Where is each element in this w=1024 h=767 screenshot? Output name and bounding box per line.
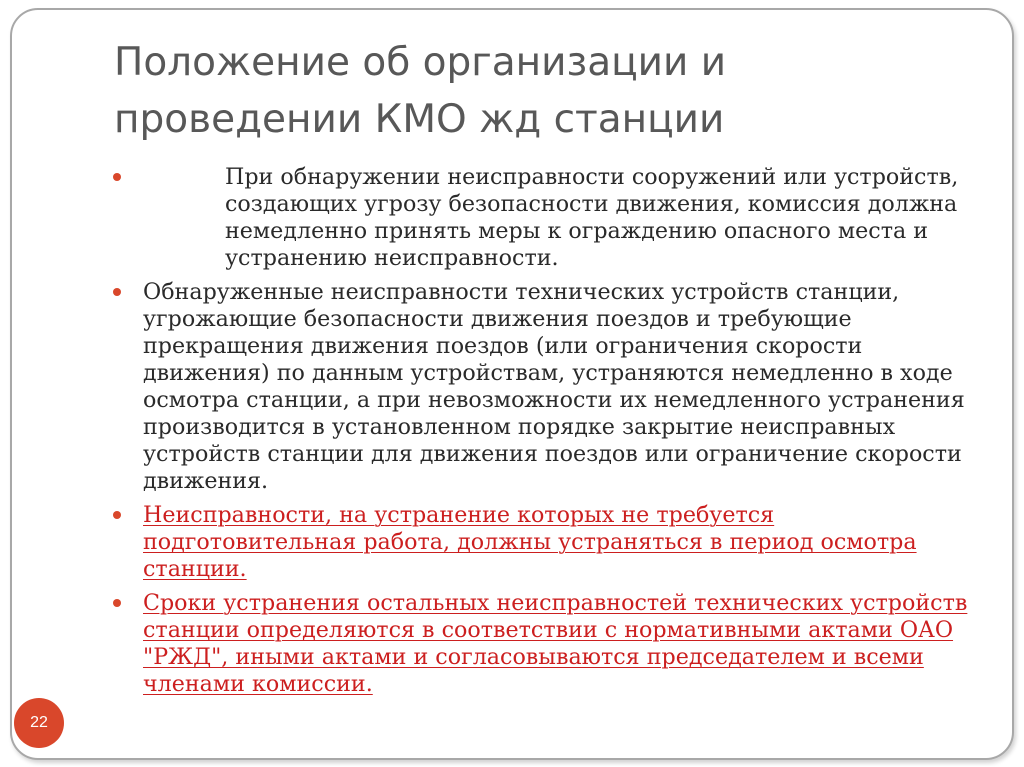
page-number-badge: 22	[14, 698, 64, 748]
bullet-dot-icon	[113, 173, 121, 181]
bullet-text: Сроки устранения остальных неисправностей технических устройств станции определяются в соответствии с нормативными актами ОАО "РЖД", иными актами и согласовываются председателем и всеми членами комиссии.	[143, 590, 968, 697]
slide-title: Положение об организации и проведении КМО жд станции	[114, 40, 727, 142]
bullet-item	[113, 279, 983, 495]
bullet-dot-icon	[113, 511, 121, 519]
bullet-dot-icon	[113, 288, 121, 296]
bullet-item-highlighted	[113, 590, 983, 698]
bullet-list	[113, 164, 983, 705]
bullet-item	[113, 164, 983, 272]
bullet-text: Обнаруженные неисправности технических устройств станции, угрожающие безопасности движения поездов и требующие прекращения движения поездов (или ограничения скорости движения) по данным устройствам, устраняются немедленно в ходе осмотра станции, а при невозможности их немедленного устранения производится в установленном порядке закрытие неисправных устройств станции для движения поездов или ограничение скорости движения.	[143, 279, 965, 494]
bullet-dot-icon	[113, 599, 121, 607]
bullet-text: При обнаружении неисправности сооружений или устройств, создающих угрозу безопасности движения, комиссия должна немедленно принять меры к ограждению опасного места и устранению неисправности.	[225, 164, 959, 271]
bullet-text: Неисправности, на устранение которых не требуется подготовительная работа, должны устраняться в период осмотра станции.	[143, 502, 917, 582]
bullet-item-highlighted	[113, 502, 983, 583]
